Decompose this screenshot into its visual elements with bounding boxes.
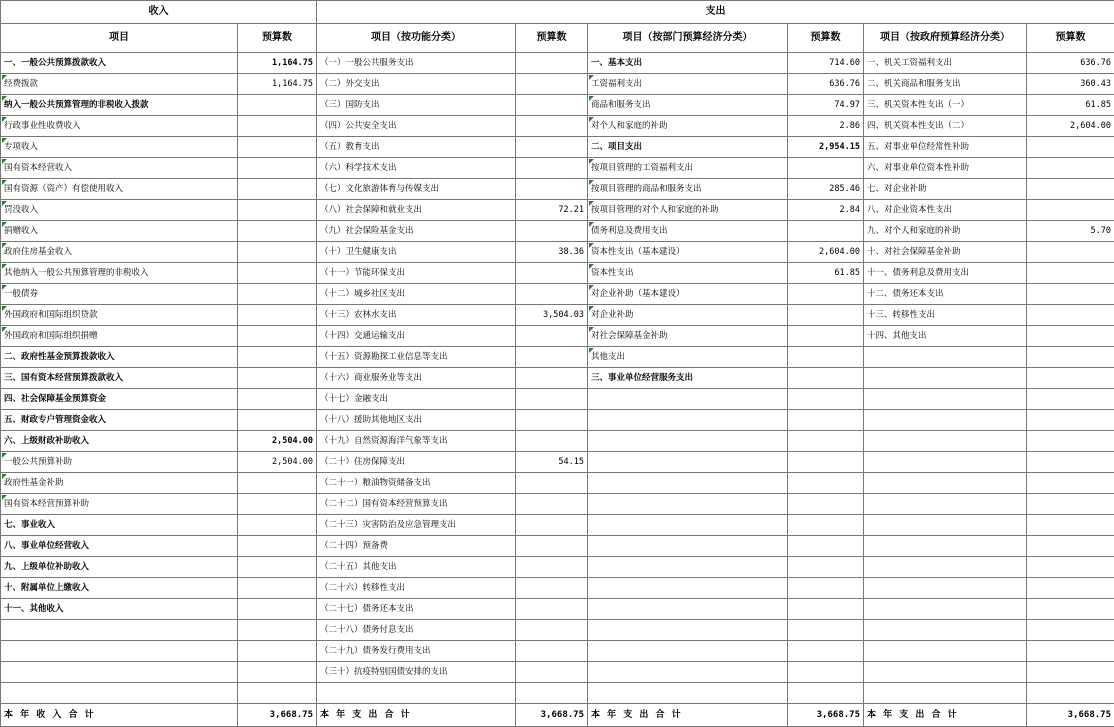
budget-cell bbox=[1027, 578, 1114, 599]
item-cell: 三、国有资本经营预算拨款收入 bbox=[1, 368, 238, 389]
table-row bbox=[1, 536, 1114, 557]
budget-cell bbox=[1027, 305, 1114, 326]
budget-cell bbox=[788, 158, 864, 179]
budget-cell bbox=[788, 557, 864, 578]
budget-cell bbox=[1027, 158, 1114, 179]
budget-cell bbox=[516, 137, 588, 158]
budget-cell bbox=[1027, 557, 1114, 578]
table-row bbox=[1, 473, 1114, 494]
item-cell: 商品和服务支出 bbox=[588, 95, 788, 116]
budget-cell bbox=[1027, 641, 1114, 662]
item-cell: 一般债券 bbox=[1, 284, 238, 305]
item-cell bbox=[864, 494, 1027, 515]
table-row bbox=[1, 305, 1114, 326]
item-cell: 资本性支出 bbox=[588, 263, 788, 284]
item-cell: （二十六）转移性支出 bbox=[317, 578, 516, 599]
budget-cell bbox=[788, 431, 864, 452]
item-cell: 政府住房基金收入 bbox=[1, 242, 238, 263]
budget-cell: 2,604.00 bbox=[1027, 116, 1114, 137]
table-row bbox=[1, 389, 1114, 410]
item-cell bbox=[588, 473, 788, 494]
budget-cell: 1,164.75 bbox=[238, 74, 317, 95]
item-cell bbox=[588, 599, 788, 620]
item-cell: （七）文化旅游体育与传媒支出 bbox=[317, 179, 516, 200]
item-cell bbox=[864, 368, 1027, 389]
budget-cell bbox=[788, 536, 864, 557]
item-cell: 二、项目支出 bbox=[588, 137, 788, 158]
item-cell: 专项收入 bbox=[1, 137, 238, 158]
budget-cell bbox=[788, 452, 864, 473]
budget-cell bbox=[238, 494, 317, 515]
budget-cell bbox=[1027, 347, 1114, 368]
item-cell: （二十二）国有资本经营预算支出 bbox=[317, 494, 516, 515]
item-cell: 罚没收入 bbox=[1, 200, 238, 221]
item-cell bbox=[317, 683, 516, 704]
item-cell: 一、机关工资福利支出 bbox=[864, 53, 1027, 74]
col-header-dept-budget: 预算数 bbox=[788, 24, 864, 53]
col-header-gov-item: 项目（按政府预算经济分类） bbox=[864, 24, 1027, 53]
budget-cell: 2.84 bbox=[788, 200, 864, 221]
item-cell bbox=[864, 536, 1027, 557]
item-cell: 资本性支出（基本建设） bbox=[588, 242, 788, 263]
item-cell: 三、机关资本性支出（一） bbox=[864, 95, 1027, 116]
item-cell: 债务利息及费用支出 bbox=[588, 221, 788, 242]
budget-cell bbox=[788, 494, 864, 515]
budget-cell bbox=[516, 599, 588, 620]
item-cell bbox=[588, 536, 788, 557]
table-row bbox=[1, 284, 1114, 305]
item-cell: 外国政府和国际组织贷款 bbox=[1, 305, 238, 326]
item-cell: （十）卫生健康支出 bbox=[317, 242, 516, 263]
item-cell: （十六）商业服务业等支出 bbox=[317, 368, 516, 389]
budget-cell bbox=[1027, 515, 1114, 536]
item-cell: 一、一般公共预算拨款收入 bbox=[1, 53, 238, 74]
table-row bbox=[1, 431, 1114, 452]
item-cell bbox=[588, 662, 788, 683]
item-cell bbox=[1, 620, 238, 641]
item-cell: 十二、债务还本支出 bbox=[864, 284, 1027, 305]
table-row bbox=[1, 599, 1114, 620]
budget-cell bbox=[1027, 683, 1114, 704]
item-cell bbox=[864, 620, 1027, 641]
item-cell: 经费拨款 bbox=[1, 74, 238, 95]
budget-cell bbox=[1027, 284, 1114, 305]
budget-cell: 74.97 bbox=[788, 95, 864, 116]
budget-cell bbox=[788, 326, 864, 347]
budget-cell bbox=[1027, 137, 1114, 158]
budget-cell bbox=[516, 557, 588, 578]
table-row bbox=[1, 683, 1114, 704]
budget-cell bbox=[238, 200, 317, 221]
item-cell bbox=[588, 410, 788, 431]
budget-cell bbox=[516, 158, 588, 179]
item-cell bbox=[588, 557, 788, 578]
budget-cell bbox=[1027, 179, 1114, 200]
item-cell: 一般公共预算补助 bbox=[1, 452, 238, 473]
budget-cell bbox=[238, 662, 317, 683]
table-row bbox=[1, 179, 1114, 200]
budget-cell: 5.70 bbox=[1027, 221, 1114, 242]
item-cell: 二、政府性基金预算拨款收入 bbox=[1, 347, 238, 368]
item-cell: 七、事业收入 bbox=[1, 515, 238, 536]
budget-cell bbox=[516, 662, 588, 683]
budget-cell bbox=[516, 389, 588, 410]
budget-cell bbox=[1027, 452, 1114, 473]
item-cell bbox=[588, 389, 788, 410]
item-cell: 政府性基金补助 bbox=[1, 473, 238, 494]
budget-cell bbox=[1027, 410, 1114, 431]
budget-cell bbox=[238, 263, 317, 284]
budget-cell bbox=[238, 179, 317, 200]
item-cell bbox=[864, 557, 1027, 578]
item-cell bbox=[588, 641, 788, 662]
budget-cell bbox=[788, 368, 864, 389]
item-cell bbox=[864, 662, 1027, 683]
item-cell: （二十一）粮油物资储备支出 bbox=[317, 473, 516, 494]
budget-cell bbox=[516, 620, 588, 641]
table-row bbox=[1, 263, 1114, 284]
item-cell: 六、上级财政补助收入 bbox=[1, 431, 238, 452]
budget-cell bbox=[516, 641, 588, 662]
item-cell bbox=[864, 515, 1027, 536]
item-cell bbox=[864, 389, 1027, 410]
budget-cell bbox=[238, 515, 317, 536]
item-cell: （十八）援助其他地区支出 bbox=[317, 410, 516, 431]
budget-cell: 3,504.03 bbox=[516, 305, 588, 326]
item-cell: 八、对企业资本性支出 bbox=[864, 200, 1027, 221]
budget-cell bbox=[238, 473, 317, 494]
item-cell: （三十）抗疫特别国债安排的支出 bbox=[317, 662, 516, 683]
budget-cell: 2.86 bbox=[788, 116, 864, 137]
col-header-dept-item: 项目（按部门预算经济分类） bbox=[588, 24, 788, 53]
budget-cell bbox=[516, 578, 588, 599]
item-cell: 十三、转移性支出 bbox=[864, 305, 1027, 326]
budget-cell bbox=[516, 95, 588, 116]
item-cell: 其他纳入一般公共预算管理的非税收入 bbox=[1, 263, 238, 284]
budget-cell: 2,504.00 bbox=[238, 452, 317, 473]
table-row bbox=[1, 137, 1114, 158]
budget-cell: 54.15 bbox=[516, 452, 588, 473]
budget-cell bbox=[238, 158, 317, 179]
budget-cell: 38.36 bbox=[516, 242, 588, 263]
table-row bbox=[1, 452, 1114, 473]
item-cell: （十三）农林水支出 bbox=[317, 305, 516, 326]
budget-cell bbox=[788, 305, 864, 326]
budget-cell bbox=[516, 221, 588, 242]
item-cell bbox=[864, 410, 1027, 431]
budget-cell bbox=[516, 431, 588, 452]
budget-cell bbox=[238, 347, 317, 368]
budget-cell bbox=[788, 347, 864, 368]
budget-cell bbox=[516, 683, 588, 704]
budget-cell bbox=[516, 53, 588, 74]
item-cell: （二十七）债务还本支出 bbox=[317, 599, 516, 620]
item-cell: 国有资本经营预算补助 bbox=[1, 494, 238, 515]
item-cell bbox=[864, 452, 1027, 473]
item-cell bbox=[864, 599, 1027, 620]
budget-cell bbox=[238, 536, 317, 557]
budget-cell bbox=[788, 662, 864, 683]
item-cell: 其他支出 bbox=[588, 347, 788, 368]
budget-cell: 61.85 bbox=[788, 263, 864, 284]
table-row bbox=[1, 158, 1114, 179]
item-cell: 二、机关商品和服务支出 bbox=[864, 74, 1027, 95]
item-cell: 十一、其他收入 bbox=[1, 599, 238, 620]
item-cell: 按项目管理的工资福利支出 bbox=[588, 158, 788, 179]
item-cell bbox=[1, 683, 238, 704]
col-header-func-budget: 预算数 bbox=[516, 24, 588, 53]
table-row bbox=[1, 200, 1114, 221]
budget-cell: 636.76 bbox=[788, 74, 864, 95]
item-cell bbox=[588, 683, 788, 704]
table-row bbox=[1, 347, 1114, 368]
table-row bbox=[1, 410, 1114, 431]
item-cell: （四）公共安全支出 bbox=[317, 116, 516, 137]
item-cell: （二十）住房保障支出 bbox=[317, 452, 516, 473]
item-cell bbox=[1, 662, 238, 683]
item-cell: 纳入一般公共预算管理的非税收入拨款 bbox=[1, 95, 238, 116]
item-cell bbox=[1, 641, 238, 662]
item-cell: 捐赠收入 bbox=[1, 221, 238, 242]
gov-total-value: 3,668.75 bbox=[1027, 704, 1114, 727]
item-cell: 四、机关资本性支出（二） bbox=[864, 116, 1027, 137]
dept-total-value: 3,668.75 bbox=[788, 704, 864, 727]
totals-row bbox=[1, 704, 1114, 727]
budget-cell: 714.60 bbox=[788, 53, 864, 74]
budget-cell bbox=[1027, 326, 1114, 347]
budget-cell bbox=[238, 389, 317, 410]
table-row bbox=[1, 95, 1114, 116]
item-cell bbox=[588, 431, 788, 452]
dept-total-label: 本 年 支 出 合 计 bbox=[588, 704, 788, 727]
item-cell: 十一、债务利息及费用支出 bbox=[864, 263, 1027, 284]
budget-cell bbox=[238, 683, 317, 704]
item-cell: （二十五）其他支出 bbox=[317, 557, 516, 578]
table-row bbox=[1, 662, 1114, 683]
item-cell: （十七）金融支出 bbox=[317, 389, 516, 410]
item-cell: （十一）节能环保支出 bbox=[317, 263, 516, 284]
budget-cell bbox=[238, 137, 317, 158]
item-cell: 对个人和家庭的补助 bbox=[588, 116, 788, 137]
budget-cell bbox=[238, 620, 317, 641]
item-cell: 行政事业性收费收入 bbox=[1, 116, 238, 137]
func-total-value: 3,668.75 bbox=[516, 704, 588, 727]
table-row bbox=[1, 221, 1114, 242]
budget-cell bbox=[788, 620, 864, 641]
col-header-income-budget: 预算数 bbox=[238, 24, 317, 53]
item-cell: 六、对事业单位资本性补助 bbox=[864, 158, 1027, 179]
item-cell bbox=[864, 347, 1027, 368]
item-cell: （六）科学技术支出 bbox=[317, 158, 516, 179]
budget-cell bbox=[238, 578, 317, 599]
budget-cell: 2,504.00 bbox=[238, 431, 317, 452]
item-cell bbox=[864, 431, 1027, 452]
item-cell: （十五）资源勘探工业信息等支出 bbox=[317, 347, 516, 368]
table-row bbox=[1, 368, 1114, 389]
budget-cell bbox=[238, 95, 317, 116]
budget-cell bbox=[516, 494, 588, 515]
budget-cell: 2,604.00 bbox=[788, 242, 864, 263]
item-cell: （二十三）灾害防治及应急管理支出 bbox=[317, 515, 516, 536]
table-row bbox=[1, 515, 1114, 536]
item-cell: 三、事业单位经营服务支出 bbox=[588, 368, 788, 389]
item-cell: （二十八）债务付息支出 bbox=[317, 620, 516, 641]
item-cell bbox=[864, 473, 1027, 494]
budget-cell bbox=[238, 221, 317, 242]
item-cell: 国有资本经营收入 bbox=[1, 158, 238, 179]
budget-cell bbox=[1027, 200, 1114, 221]
item-cell: 九、对个人和家庭的补助 bbox=[864, 221, 1027, 242]
budget-cell bbox=[238, 557, 317, 578]
item-cell bbox=[864, 578, 1027, 599]
budget-cell bbox=[238, 326, 317, 347]
budget-cell bbox=[516, 326, 588, 347]
item-cell: 对社会保障基金补助 bbox=[588, 326, 788, 347]
col-header-gov-budget: 预算数 bbox=[1027, 24, 1114, 53]
budget-cell bbox=[788, 599, 864, 620]
item-cell bbox=[588, 620, 788, 641]
item-cell: 九、上级单位补助收入 bbox=[1, 557, 238, 578]
budget-cell bbox=[516, 410, 588, 431]
budget-cell bbox=[516, 263, 588, 284]
table-row bbox=[1, 242, 1114, 263]
item-cell: 十四、其他支出 bbox=[864, 326, 1027, 347]
item-cell: 一、基本支出 bbox=[588, 53, 788, 74]
item-cell: 十、对社会保障基金补助 bbox=[864, 242, 1027, 263]
item-cell: 按项目管理的商品和服务支出 bbox=[588, 179, 788, 200]
item-cell: （一）一般公共服务支出 bbox=[317, 53, 516, 74]
item-cell: （二）外交支出 bbox=[317, 74, 516, 95]
table-row bbox=[1, 74, 1114, 95]
budget-cell bbox=[238, 305, 317, 326]
item-cell bbox=[588, 452, 788, 473]
budget-cell bbox=[1027, 473, 1114, 494]
item-cell bbox=[588, 494, 788, 515]
item-cell: （九）社会保险基金支出 bbox=[317, 221, 516, 242]
budget-cell: 360.43 bbox=[1027, 74, 1114, 95]
budget-cell bbox=[238, 641, 317, 662]
budget-cell: 72.21 bbox=[516, 200, 588, 221]
budget-cell bbox=[788, 683, 864, 704]
item-cell: （二十九）债务发行费用支出 bbox=[317, 641, 516, 662]
budget-cell bbox=[1027, 263, 1114, 284]
budget-cell bbox=[516, 536, 588, 557]
budget-cell bbox=[516, 179, 588, 200]
budget-cell bbox=[516, 515, 588, 536]
budget-cell: 1,164.75 bbox=[238, 53, 317, 74]
budget-cell bbox=[788, 473, 864, 494]
budget-cell bbox=[1027, 536, 1114, 557]
table-row bbox=[1, 53, 1114, 74]
item-cell bbox=[588, 515, 788, 536]
budget-cell bbox=[238, 410, 317, 431]
table-row bbox=[1, 494, 1114, 515]
item-cell: 五、对事业单位经常性补助 bbox=[864, 137, 1027, 158]
item-cell: （八）社会保障和就业支出 bbox=[317, 200, 516, 221]
item-cell: 对企业补助（基本建设） bbox=[588, 284, 788, 305]
table-row bbox=[1, 620, 1114, 641]
table-row bbox=[1, 557, 1114, 578]
gov-total-label: 本 年 支 出 合 计 bbox=[864, 704, 1027, 727]
item-cell: 八、事业单位经营收入 bbox=[1, 536, 238, 557]
budget-cell bbox=[1027, 620, 1114, 641]
item-cell: 四、社会保障基金预算资金 bbox=[1, 389, 238, 410]
item-cell: 五、财政专户管理资金收入 bbox=[1, 410, 238, 431]
table-row bbox=[1, 578, 1114, 599]
budget-cell bbox=[238, 599, 317, 620]
item-cell: （十四）交通运输支出 bbox=[317, 326, 516, 347]
item-cell: 对企业补助 bbox=[588, 305, 788, 326]
income-total-value: 3,668.75 bbox=[238, 704, 317, 727]
item-cell: 外国政府和国际组织捐赠 bbox=[1, 326, 238, 347]
budget-cell bbox=[788, 221, 864, 242]
budget-cell bbox=[1027, 431, 1114, 452]
item-cell: （十九）自然资源海洋气象等支出 bbox=[317, 431, 516, 452]
item-cell: 国有资源（资产）有偿使用收入 bbox=[1, 179, 238, 200]
budget-cell bbox=[788, 284, 864, 305]
budget-cell bbox=[516, 116, 588, 137]
budget-cell bbox=[788, 389, 864, 410]
income-total-label: 本 年 收 入 合 计 bbox=[1, 704, 238, 727]
item-cell: 按项目管理的对个人和家庭的补助 bbox=[588, 200, 788, 221]
budget-cell bbox=[238, 284, 317, 305]
func-total-label: 本 年 支 出 合 计 bbox=[317, 704, 516, 727]
item-cell: 十、附属单位上缴收入 bbox=[1, 578, 238, 599]
item-cell bbox=[864, 641, 1027, 662]
item-cell: 工资福利支出 bbox=[588, 74, 788, 95]
budget-cell bbox=[238, 368, 317, 389]
budget-cell bbox=[1027, 389, 1114, 410]
table-row bbox=[1, 326, 1114, 347]
item-cell: （十二）城乡社区支出 bbox=[317, 284, 516, 305]
budget-cell bbox=[788, 578, 864, 599]
expense-section-header: 支出 bbox=[317, 1, 1114, 24]
item-cell bbox=[864, 683, 1027, 704]
table-row bbox=[1, 641, 1114, 662]
budget-cell: 636.76 bbox=[1027, 53, 1114, 74]
income-section-header: 收入 bbox=[1, 1, 317, 24]
budget-cell bbox=[238, 242, 317, 263]
budget-cell bbox=[238, 116, 317, 137]
budget-cell bbox=[1027, 599, 1114, 620]
item-cell: 七、对企业补助 bbox=[864, 179, 1027, 200]
item-cell: （二十四）预备费 bbox=[317, 536, 516, 557]
budget-cell bbox=[516, 74, 588, 95]
budget-cell bbox=[516, 284, 588, 305]
budget-cell bbox=[516, 347, 588, 368]
item-cell: （五）教育支出 bbox=[317, 137, 516, 158]
budget-cell bbox=[1027, 494, 1114, 515]
budget-cell bbox=[788, 515, 864, 536]
item-cell: （三）国防支出 bbox=[317, 95, 516, 116]
budget-cell bbox=[516, 473, 588, 494]
budget-cell bbox=[1027, 368, 1114, 389]
table-row bbox=[1, 116, 1114, 137]
budget-cell bbox=[788, 641, 864, 662]
col-header-func-item: 项目（按功能分类） bbox=[317, 24, 516, 53]
budget-cell: 2,954.15 bbox=[788, 137, 864, 158]
budget-cell bbox=[516, 368, 588, 389]
budget-cell bbox=[1027, 242, 1114, 263]
budget-cell bbox=[788, 410, 864, 431]
budget-cell bbox=[1027, 662, 1114, 683]
col-header-income-item: 项目 bbox=[1, 24, 238, 53]
item-cell bbox=[588, 578, 788, 599]
budget-cell: 61.85 bbox=[1027, 95, 1114, 116]
budget-cell: 285.46 bbox=[788, 179, 864, 200]
